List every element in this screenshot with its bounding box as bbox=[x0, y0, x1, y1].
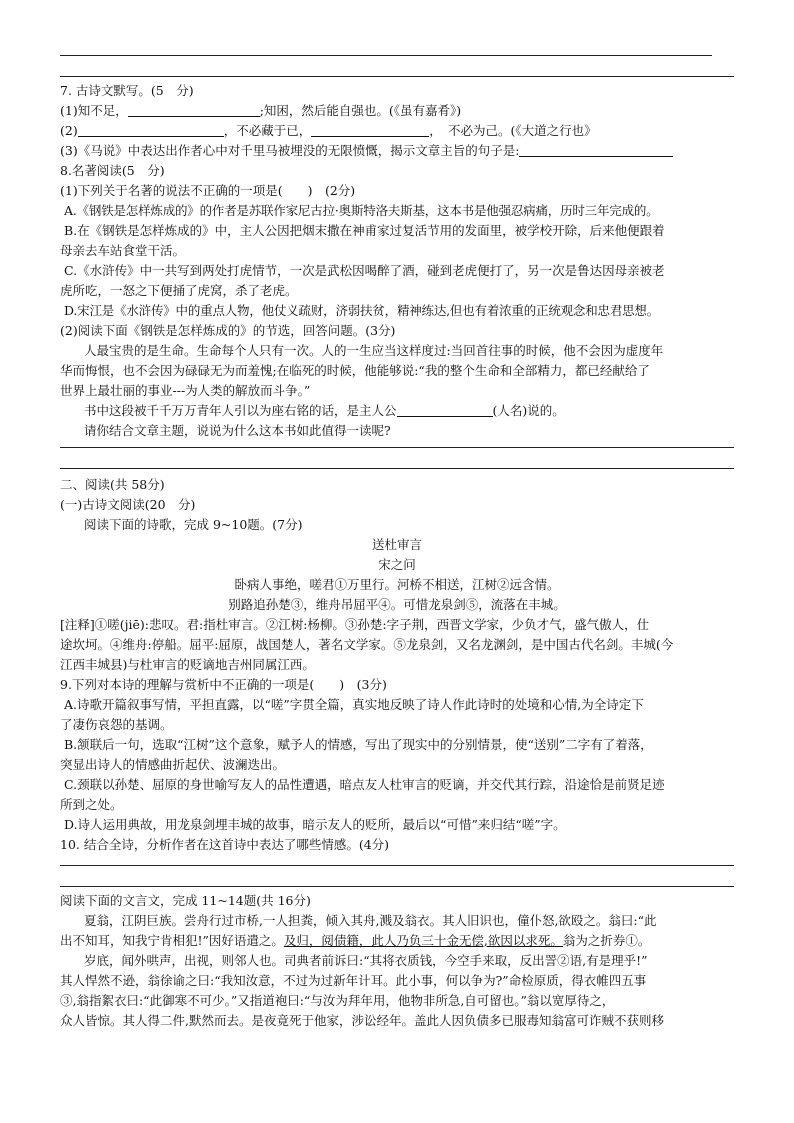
poem-notes: 江西丰城县)与杜审言的贬谪地吉州同属江西。 bbox=[60, 657, 315, 672]
q9-option-d: D.诗人运用典故，用龙泉剑埋丰城的故事，暗示友人的贬所，最后以“可惜”来归结“嗟”字。 bbox=[64, 817, 566, 832]
q7-item-2-mid: ，不必藏于已， bbox=[223, 123, 312, 138]
poem-notes: [注释]①嗟(jiē):悲叹。君:指杜审言。②江树:杨柳。③孙楚:字子荆，西晋文学家，少负才气，盛气傲人，仕 bbox=[60, 617, 650, 632]
prose-intro: 阅读下面的文言文，完成 11~14题(共 16分) bbox=[60, 893, 311, 908]
q9-option-b: B.颔联后一句，选取“江树”这个意象，赋予人的情感，写出了现实中的分别情景，使“送别”二字有了着落， bbox=[64, 737, 653, 752]
q7-title: 7. 古诗文默写。(5 分) bbox=[60, 83, 194, 98]
q8-sub-1: (1)下列关于名著的说法不正确的一项是( ) (2分) bbox=[60, 183, 356, 198]
excerpt-line: 人最宝贵的是生命。生命每个人只有一次。人的一生应当这样度过:当回首往事的时候，他不会因为虚度年 bbox=[84, 343, 664, 358]
q7-item-1-prefix: (1)知不足， bbox=[60, 103, 128, 118]
q8-title: 8.名著阅读(5 分) bbox=[60, 163, 165, 178]
q8-option-c: C.《水浒传》中一共写到两处打虎情节，一次是武松因喝醉了酒，碰到老虎便打了，另一次是鲁达因母亲被老 bbox=[64, 263, 665, 278]
poem-notes: 途坎坷。④维舟:停船。屈平:屈原，战国楚人，著名文学家。⑤龙泉剑，又名龙渊剑，是中国古代名剑。丰城(今 bbox=[60, 637, 674, 652]
q8-option-c-cont: 虎所吃，一怒之下便捅了虎窝，杀了老虎。 bbox=[60, 283, 298, 298]
prose-line: 岁底，闻外哄声，出视，则邻人也。司典者前诉曰:“其将衣质钱，今空手来取，反出詈②语,有是理乎!” bbox=[84, 953, 648, 968]
poem-line: 别路追孙楚③，维舟吊屈平④。可惜龙泉剑⑤，流落在丰城。 bbox=[228, 597, 566, 612]
fill-blank[interactable] bbox=[128, 103, 260, 117]
prose-line: ③,翁指絮衣曰:“此御寒不可少。”又指道袍曰:“与汝为拜年用，他物非所急,自可留也。”翁以宽厚待之， bbox=[60, 993, 615, 1008]
q9-option-c: C.颈联以孙楚、屈原的身世喻写友人的品性遭遇，暗点友人杜审言的贬谪，并交代其行踪，沿途恰是前贤足迹 bbox=[64, 777, 665, 792]
part2-title: 二、阅读(共 58分) bbox=[60, 477, 165, 492]
poem-line: 卧病人事绝，嗟君①万里行。河桥不相送，江树②远含情。 bbox=[234, 577, 560, 592]
q9-option-b-cont: 突显出诗人的情感曲折起伏、波澜迭出。 bbox=[60, 757, 286, 772]
underlined-sentence: 及归，阅债籍，此人乃负三十金无偿,欲因以求死。 bbox=[283, 933, 563, 948]
section-intro: 阅读下面的诗歌，完成 9~10题。(7分) bbox=[84, 517, 303, 532]
answer-line bbox=[60, 55, 712, 56]
answer-line[interactable] bbox=[60, 865, 734, 866]
q8-option-d: D.宋江是《水浒传》中的重点人物，他仗义疏财，济弱扶贫，精神练达,但也有着浓重的正统观念和忠君思想。 bbox=[64, 303, 660, 318]
q9-option-c-cont: 所到之处。 bbox=[60, 797, 123, 812]
prose-text: 出不知耳，知我宁肯相犯!”因好语遣之。 bbox=[60, 933, 284, 948]
answer-line bbox=[60, 76, 734, 77]
q7-item-1 bbox=[60, 101, 734, 121]
prose-line: 夏翁，江阴巨族。尝舟行过市桥,一人担粪，倾入其舟,溅及翁衣。其人旧识也，僮仆怒,欲殴之。翁曰:“此 bbox=[84, 913, 657, 928]
q7-item-3 bbox=[60, 141, 734, 161]
poem-author: 宋之问 bbox=[378, 557, 416, 572]
q8-option-b-cont: 母亲去车站食堂干活。 bbox=[60, 243, 186, 258]
q10-title: 10. 结合全诗，分析作者在这首诗中表达了哪些情感。(4分) bbox=[60, 837, 390, 852]
excerpt-prompt: 请你结合文章主题，说说为什么这本书如此值得一读呢? bbox=[84, 423, 391, 438]
excerpt-line: 世界上最壮丽的事业---为人类的解放而斗争。” bbox=[60, 383, 311, 398]
q7-item-1-suffix: ;知困，然后能自强也。(《虽有嘉肴》) bbox=[259, 103, 462, 118]
q7-item-2-suffix: ， 不必为己。(《大道之行也》 bbox=[429, 123, 597, 138]
q8-option-a: A.《钢铁是怎样炼成的》的作者是苏联作家尼古拉·奥斯特洛夫斯基，这本书是他强忍病痛，历时三年完成的。 bbox=[64, 203, 659, 218]
q9-option-a-cont: 了凄伤哀怨的基调。 bbox=[60, 717, 173, 732]
fill-blank[interactable] bbox=[397, 403, 493, 417]
answer-line[interactable] bbox=[60, 447, 734, 448]
excerpt-line: 华而悔恨，也不会因为碌碌无为而羞愧;在临死的时候，他能够说:“我的整个生命和全部精力，都已经献给了 bbox=[60, 363, 650, 378]
prose-line: 其人悍然不逊，翁徐谕之曰:“我知汝意，不过为过新年计耳。此小事，何以争为?”命检原质，得衣帷四五事 bbox=[60, 973, 647, 988]
q9-option-a: A.诗歌开篇叙事写情，平担直露，以“嗟”字贯全篇，真实地反映了诗人作此诗时的处境和心情,为全诗定下 bbox=[64, 697, 644, 712]
answer-line[interactable] bbox=[60, 886, 734, 887]
poem-title: 送杜审言 bbox=[371, 537, 422, 552]
answer-line[interactable] bbox=[60, 468, 734, 469]
prose-text: 翁为之折券①。 bbox=[562, 933, 651, 948]
section-title: (一)古诗文阅读(20 分) bbox=[60, 497, 196, 512]
q8-option-b: B.在《钢铁是怎样炼成的》中，主人公因把烟末撒在神甫家过复活节用的发面里，被学校开除，后来他便跟着 bbox=[64, 223, 665, 238]
q7-item-2 bbox=[60, 121, 734, 141]
q7-item-3-text: (3)《马说》中表达出作者心中对千里马被埋没的无限愤慨，揭示文章主旨的句子是: bbox=[60, 143, 520, 158]
excerpt-question bbox=[60, 401, 734, 421]
q7-item-2-prefix: (2) bbox=[60, 123, 78, 138]
q9-title: 9.下列对本诗的理解与赏析中不正确的一项是( ) (3分) bbox=[60, 677, 387, 692]
fill-blank[interactable] bbox=[311, 123, 429, 137]
prose-line bbox=[60, 931, 734, 951]
fill-blank[interactable] bbox=[519, 143, 673, 157]
prose-line: 众人皆惊。其人得二件,默然而去。是夜竟死于他家，涉讼经年。盖此人因负债多已服毒知翁富可诈贼不获则移 bbox=[60, 1013, 664, 1028]
excerpt-question-prefix: 书中这段被千千万万青年人引以为座右铭的话，是主人公 bbox=[84, 403, 397, 418]
excerpt-question-suffix: (人名)说的。 bbox=[492, 403, 565, 418]
fill-blank[interactable] bbox=[78, 123, 224, 137]
q8-sub-2: (2)阅读下面《钢铁是怎样炼成的》的节选，回答问题。(3分) bbox=[60, 323, 396, 338]
exam-page bbox=[60, 48, 734, 1031]
